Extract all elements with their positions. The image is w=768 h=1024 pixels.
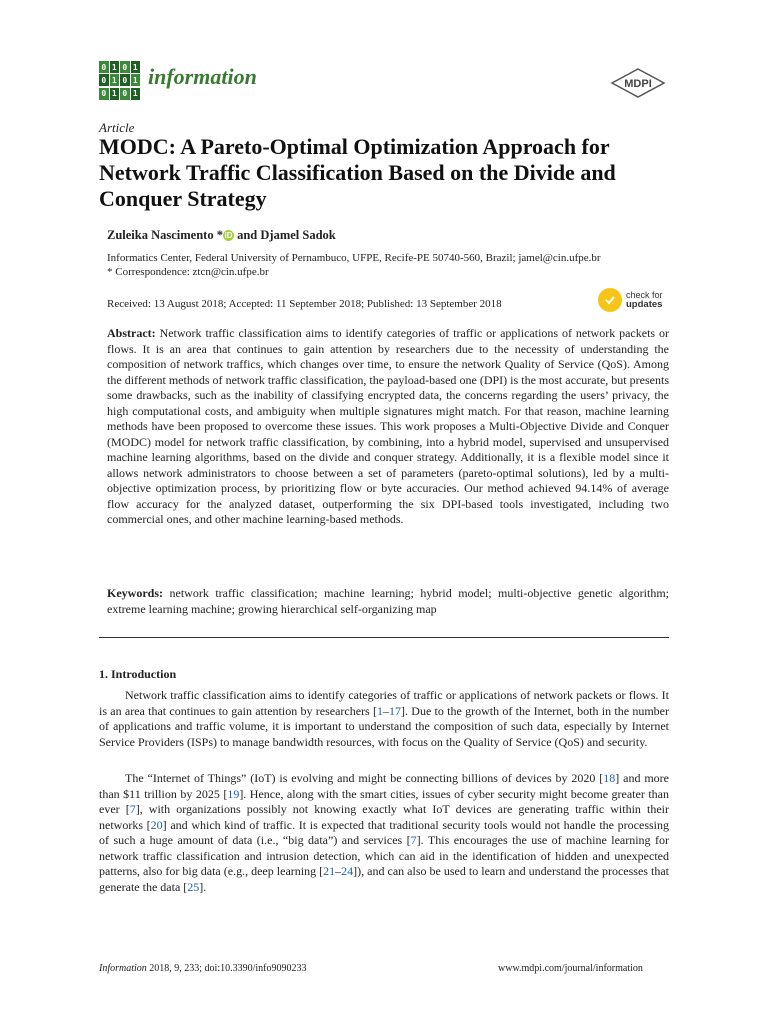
keywords-label: Keywords: — [107, 586, 163, 600]
author-list — [107, 228, 336, 243]
svg-text:MDPI: MDPI — [624, 78, 652, 90]
paper-title: MODC: A Pareto-Optimal Optimization Approach for Network Traffic Classification Based on the Divide and Conquer Strategy — [99, 134, 616, 211]
author-name: Zuleika Nascimento * — [107, 228, 223, 242]
citation-link[interactable]: 7 — [410, 833, 417, 847]
article-type: Article — [99, 120, 135, 135]
check-label: check for — [626, 290, 663, 300]
citation-link[interactable]: 21 — [323, 864, 336, 878]
abstract-label: Abstract: — [107, 326, 156, 340]
citation-link[interactable]: 17 — [389, 703, 402, 718]
abstract-text: Network traffic classification aims to identify categories of traffic or applications of network packets or flows. It is an area that continues to gain attention by researchers due to the necessity of understanding the composition of network traffics, which changes over time, to ensure the network Quality of Service (QoS). Among the different methods of network traffic classification, the payload-based one (DPI) is the most accurate, but presents some drawbacks, such as the inability of classifying encrypted data, the concerns regarding the users’ privacy, the high computational costs, and ambiguity when multiple signatures might match. For that reason, machine learning methods have been proposed to overcome these issues. This work proposes a Multi-Objective Divide and Conquer (MODC) model for network traffic classification, by combining, into a hybrid model, supervised and unsupervised machine learning algorithms, based on the divide and conquer strategy. Additionally, it is a flexible model since it allows network administrators to choose between a set of parameters (pareto-optimal solutions), led by a multi-objective optimization process, by prioritizing flow or byte accuracies. Our method achieved 94.14% of average flow accuracy for the analyzed dataset, outperforming the six DPI-based tools investigated, including two commercial ones, and other machine learning-based methods. — [107, 326, 669, 526]
publication-dates: Received: 13 August 2018; Accepted: 11 September 2018; Published: 13 September 2018 — [107, 298, 502, 310]
citation-link[interactable]: 19 — [227, 786, 240, 801]
footer-journal: Information — [99, 963, 147, 974]
paragraph: The “Internet of Things” (IoT) is evolving and might be connecting billions of devices by 2020 [18] and more than $11 trillion by 2025 [19]. Hence, along with the smart cities, issues of cyber security might become greater than ever [7], with organizations possibly not knowing exactly what IoT devices are generating traffic within their networks [20] and which kind of traffic. It is expected that traditional security tools would not handle the processing of such a huge amount of data (i.e., “big data”) and services [7]. This encourages the use of machine learning for network traffic classification and intrusion detection, which can aid in the identification of hidden and unexpected patterns, also for big data (e.g., deep learning [21–24]), and can also be used to learn and understand the processes that generate the data [25]. — [99, 771, 669, 894]
citation-link[interactable]: 1 — [377, 703, 384, 718]
author-name: Djamel Sadok — [260, 228, 336, 242]
mdpi-logo-icon — [610, 68, 666, 98]
keywords — [107, 586, 669, 617]
section-heading: 1. Introduction — [99, 667, 177, 681]
paragraph: Network traffic classification aims to identify categories of traffic or applications of network packets or flows. It is an area that continues to gain attention by researchers [1–17]. Due to the growth of the Internet, both in the number of applications and traffic volume, it is important to understand the composition of such data, especially by Internet Service Providers (ISPs) to manage bandwidth resources, with focus on the Quality of Service (QoS) and security. — [99, 688, 670, 749]
check-for-updates-button[interactable] — [598, 286, 673, 314]
correspondence: * Correspondence: ztcn@cin.ufpe.br — [107, 266, 269, 278]
footer-citation — [99, 963, 307, 974]
keywords-text: network traffic classification; machine learning; hybrid model; multi-objective genetic algorithm; extreme learning machine; growing hierarchical self-organizing map — [107, 586, 669, 616]
divider — [99, 637, 669, 638]
citation-link[interactable]: 25 — [187, 879, 200, 894]
affiliations — [107, 251, 687, 279]
journal-logo-icon: 0 1 0 1 0 1 0 1 0 1 0 1 — [99, 61, 141, 100]
citation-link[interactable]: 18 — [603, 771, 616, 785]
updates-label: updates — [626, 299, 663, 310]
citation-link[interactable]: 24 — [341, 864, 354, 878]
author-separator: and — [233, 228, 261, 242]
check-updates-icon — [598, 288, 622, 312]
orcid-icon[interactable]: iD — [224, 231, 233, 240]
footer-url[interactable]: www.mdpi.com/journal/information — [498, 963, 643, 974]
citation-link[interactable]: 20 — [150, 817, 163, 832]
citation-link[interactable]: 7 — [129, 802, 136, 816]
journal-name: information — [148, 64, 257, 89]
abstract — [107, 326, 669, 528]
footer-doi: 2018, 9, 233; doi:10.3390/info9090233 — [146, 963, 307, 974]
affiliation: Informatics Center, Federal University of Pernambuco, UFPE, Recife-PE 50740-560, Brazil; jamel@cin.ufpe.br — [107, 252, 601, 264]
